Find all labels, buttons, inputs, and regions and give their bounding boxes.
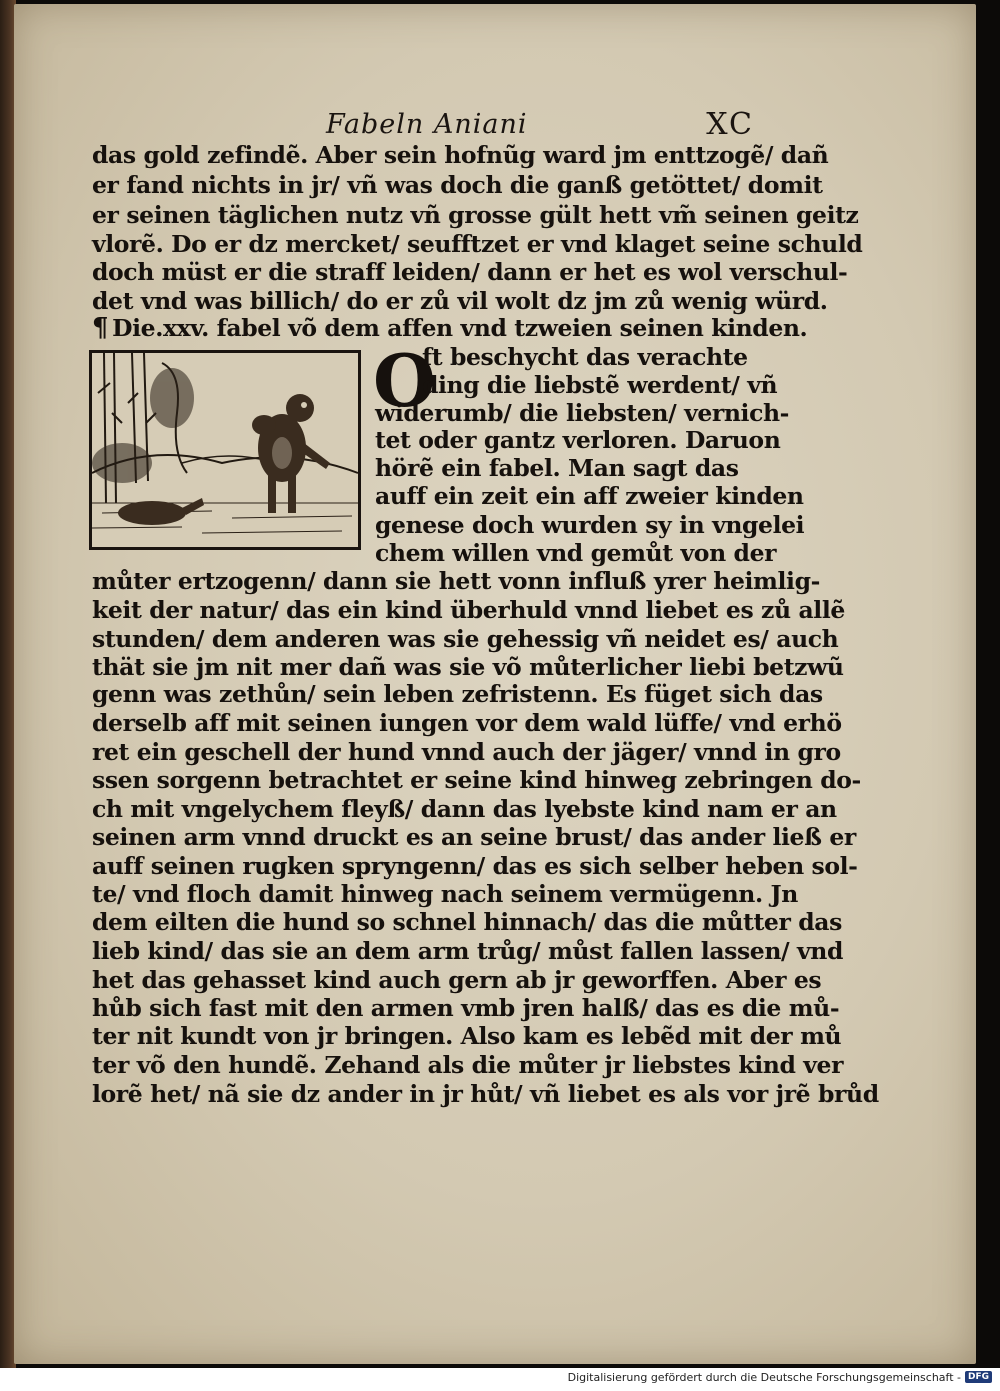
running-title: Fabeln Aniani xyxy=(326,109,528,140)
drop-cap: O xyxy=(373,338,436,423)
text-line: genese doch wurden sy in vngelei xyxy=(375,511,805,539)
text-line: ch mit vngelychem fleyß/ dann das lyebste kind nam er an xyxy=(92,795,837,823)
text-line: ter nit kundt von jr bringen. Also kam es lebẽd mit der mů xyxy=(92,1022,842,1050)
text-line: auff ein zeit ein aff zweier kinden xyxy=(375,482,804,510)
text-line: vlorẽ. Do er dz mercket/ seufftzet er vnd klaget seine schuld xyxy=(92,230,863,258)
digitization-credit xyxy=(568,1369,992,1385)
text-line: thät sie jm nit mer dañ was sie võ můterlicher liebi betzwũ xyxy=(92,653,844,681)
text-line: keit der natur/ das ein kind überhuld vnnd liebet es zů allẽ xyxy=(92,596,845,624)
text-line: derselb aff mit seinen iungen vor dem wald lüffe/ vnd erhö xyxy=(92,709,842,737)
text-line: te/ vnd floch damit hinweg nach seinem vermügenn. Jn xyxy=(92,880,798,908)
pilcrow-icon: ¶ xyxy=(92,313,109,343)
text-line: můter ertzogenn/ dann sie hett vonn influß yrer heimlig‑ xyxy=(92,567,820,595)
text-line-span: hörẽ ein fabel. Man sagt das xyxy=(375,454,739,482)
folio-number: XC xyxy=(706,107,754,142)
text-line: hůb sich fast mit den armen vmb jren halß/ das es die mů‑ xyxy=(92,994,840,1022)
text-line: auff seinen rugken spryngenn/ das es sich selber heben sol‑ xyxy=(92,852,858,880)
text-line: widerumb/ die liebsten/ vernich‑ xyxy=(375,399,790,427)
text-line: ter võ den hundẽ. Zehand als die můter jr liebstes kind ver xyxy=(92,1051,844,1079)
text-line: het das gehasset kind auch gern ab jr geworffen. Aber es xyxy=(92,966,822,994)
text-line: er seinen täglichen nutz vñ grosse gült hett vm̃ seinen geitz xyxy=(92,201,859,229)
running-header xyxy=(300,101,760,141)
ape-and-young-woodcut xyxy=(92,353,358,547)
text-line: dem eilten die hund so schnel hinnach/ das die můtter das xyxy=(92,908,842,936)
text-line: lieb kind/ das sie an dem arm trůg/ můst fallen lassen/ vnd xyxy=(92,937,843,965)
text-line: ft beschycht das verachte xyxy=(422,343,748,371)
text-line: det vnd was billich/ do er zů vil wolt dz jm zů wenig würd. xyxy=(92,287,828,315)
text-line: ding die liebstẽ werdent/ vñ xyxy=(422,371,778,399)
text-line: doch müst er die straff leiden/ dann er het es wol verschul‑ xyxy=(92,258,848,286)
text-line: tet oder gantz verloren. Daruon xyxy=(375,426,781,454)
text-line: er fand nichts in jr/ vñ was doch die ganß getöttet/ domit xyxy=(92,171,823,199)
woodcut-illustration xyxy=(89,350,361,550)
text-line: seinen arm vnnd druckt es an seine brust/ das ander ließ er xyxy=(92,823,856,851)
text-line: ssen sorgenn betrachtet er seine kind hinweg zebringen do‑ xyxy=(92,766,861,794)
text-line: chem willen vnd gemůt von der xyxy=(375,539,777,567)
fable-heading-text: Die.xxv. fabel võ dem affen vnd tzweien seinen kinden. xyxy=(112,314,808,342)
dfg-logo: DFG xyxy=(965,1371,992,1383)
text-line: genn was zethůn/ sein leben zefristenn. Es füget sich das xyxy=(92,680,823,708)
text-line xyxy=(375,453,751,483)
text-line: lorẽ het/ nã sie dz ander in jr hůt/ vñ liebet es als vor jrẽ brůd xyxy=(92,1080,879,1108)
text-line: das gold zefindẽ. Aber sein hofnũg ward jm enttzogẽ/ dañ xyxy=(92,141,829,169)
credit-text: Digitalisierung gefördert durch die Deutsche Forschungsgemeinschaft - xyxy=(567,1370,961,1384)
text-line: stunden/ dem anderen was sie gehessig vñ neidet es/ auch xyxy=(92,625,839,653)
text-line: ret ein geschell der hund vnnd auch der jäger/ vnnd in gro xyxy=(92,738,841,766)
